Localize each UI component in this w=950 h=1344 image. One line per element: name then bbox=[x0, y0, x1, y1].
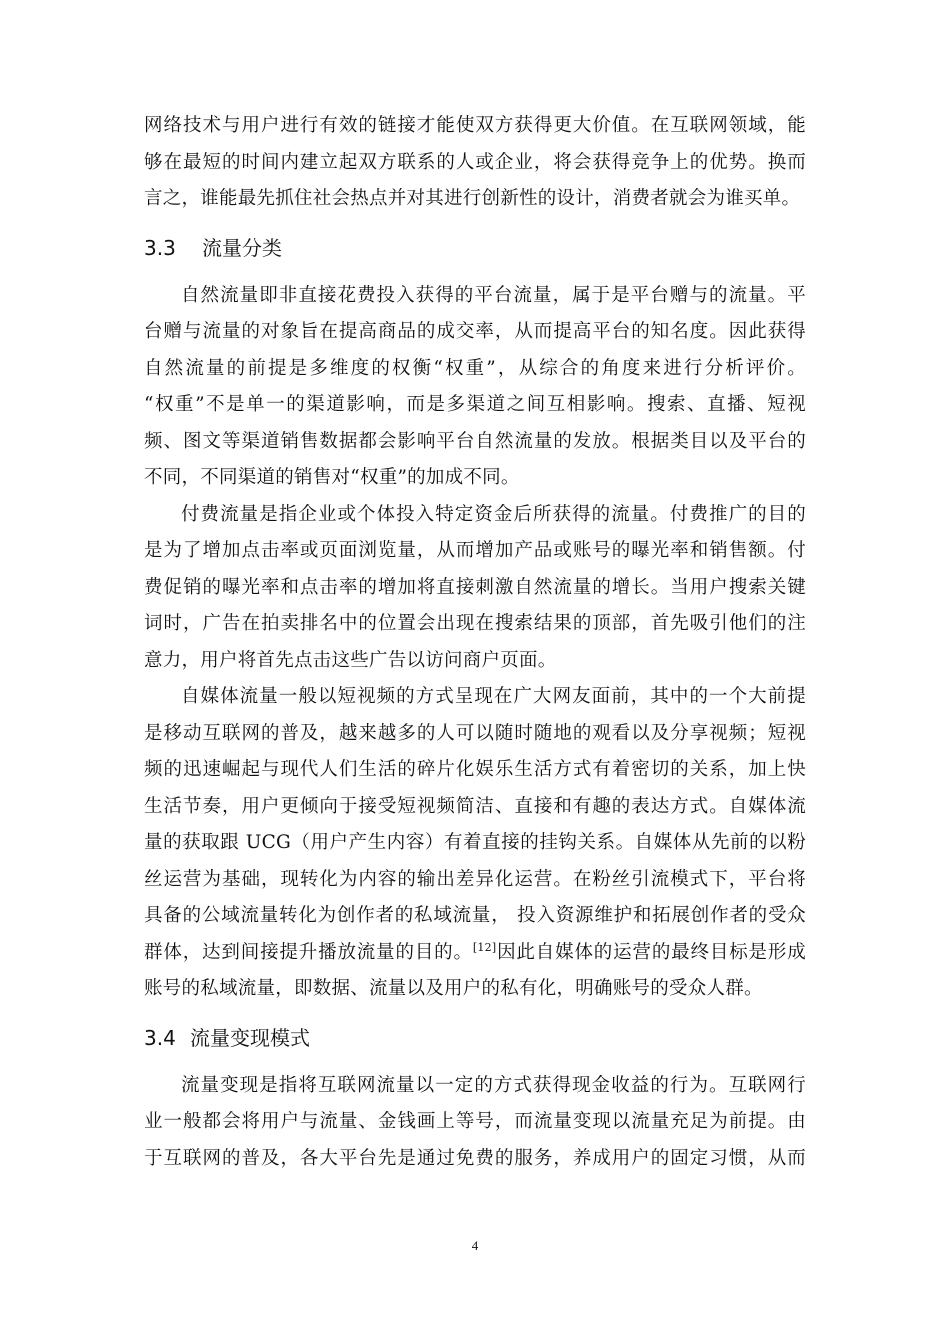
paragraph-self-media-traffic bbox=[144, 679, 806, 1008]
section-number: 3.4 bbox=[144, 1025, 176, 1050]
text-line: 是移动互联网的普及，越来越多的人可以随时随地的观看以及分享视频；短视 bbox=[144, 722, 806, 744]
section-number: 3.3 bbox=[144, 235, 176, 260]
text-segment: 群体，达到间接提升播放流量的目的。 bbox=[144, 941, 473, 963]
paragraph-traffic-monetization bbox=[144, 1068, 806, 1178]
paragraph-paid-traffic bbox=[144, 497, 806, 680]
citation-marker: [12] bbox=[472, 940, 497, 954]
text-line: 具备的公域流量转化为创作者的私域流量， 投入资源维护和拓展创作者的受众 bbox=[144, 905, 806, 926]
intro-paragraph bbox=[144, 108, 806, 218]
text-line: 频、图文等渠道销售数据都会影响平台自然流量的发放。根据类目以及平台的 bbox=[144, 430, 806, 452]
section-heading-3-4 bbox=[144, 1022, 806, 1054]
text-line: 流量变现是指将互联网流量以一定的方式获得现金收益的行为。互联网行 bbox=[181, 1074, 806, 1096]
text-line: 是为了增加点击率或页面浏览量，从而增加产品或账号的曝光率和销售额。付 bbox=[144, 540, 806, 561]
section-title: 流量变现模式 bbox=[190, 1025, 310, 1050]
text-line: 生活节奏，用户更倾向于接受短视频简洁、直接和有趣的表达方式。自媒体流 bbox=[144, 795, 806, 817]
text-line-with-citation bbox=[144, 935, 806, 972]
text-line: 频的迅速崛起与现代人们生活的碎片化娱乐生活方式有着密切的关系，加上快 bbox=[144, 759, 806, 780]
text-line: 够在最短的时间内建立起双方联系的人或企业，将会获得竞争上的优势。换而 bbox=[144, 151, 806, 173]
text-line: 不同，不同渠道的销售对“权重”的加成不同。 bbox=[144, 467, 520, 488]
text-line: 于互联网的普及，各大平台先是通过免费的服务，养成用户的固定习惯，从而 bbox=[144, 1147, 806, 1169]
text-line: “权重”不是单一的渠道影响，而是多渠道之间互相影响。搜索、直播、短视 bbox=[144, 394, 806, 415]
text-line: 意力，用户将首先点击这些广告以访问商户页面。 bbox=[144, 649, 557, 671]
text-line: 账号的私域流量，即数据、流量以及用户的私有化，明确账号的受众人群。 bbox=[144, 978, 763, 999]
text-line: 业一般都会将用户与流量、金钱画上等号，而流量变现以流量充足为前提。由 bbox=[144, 1111, 806, 1132]
text-line: 词时，广告在拍卖排名中的位置会出现在搜索结果的顶部，首先吸引他们的注 bbox=[144, 613, 806, 634]
text-line: 自然流量即非直接花费投入获得的平台流量，属于是平台赠与的流量。平 bbox=[181, 284, 806, 306]
section-title: 流量分类 bbox=[202, 235, 282, 260]
text-segment: 因此自媒体的运营的最终目标是形成 bbox=[496, 941, 806, 963]
page-number: 4 bbox=[471, 1238, 479, 1253]
text-line: 付费流量是指企业或个体投入特定资金后所获得的流量。付费推广的目的 bbox=[181, 503, 806, 525]
page-content bbox=[144, 108, 806, 1177]
text-line: 丝运营为基础，现转化为内容的输出差异化运营。在粉丝引流模式下，平台将 bbox=[144, 868, 806, 890]
text-line: 言之，谁能最先抓住社会热点并对其进行创新性的设计，消费者就会为谁买单。 bbox=[144, 188, 801, 209]
text-line: 网络技术与用户进行有效的链接才能使双方获得更大价值。在互联网领域，能 bbox=[144, 115, 806, 136]
text-line: 费促销的曝光率和点击率的增加将直接刺激自然流量的增长。当用户搜索关键 bbox=[144, 576, 806, 598]
section-heading-3-3 bbox=[144, 232, 806, 264]
text-line: 台赠与流量的对象旨在提高商品的成交率，从而提高平台的知名度。因此获得 bbox=[144, 321, 806, 342]
text-line: 量的获取跟 UCG（用户产生内容）有着直接的挂钩关系。自媒体从先前的以粉 bbox=[144, 832, 806, 853]
paragraph-natural-traffic bbox=[144, 278, 806, 497]
text-line: 自媒体流量一般以短视频的方式呈现在广大网友面前，其中的一个大前提 bbox=[181, 686, 806, 707]
text-line: 自然流量的前提是多维度的权衡“权重”，从综合的角度来进行分析评价。 bbox=[144, 357, 806, 379]
